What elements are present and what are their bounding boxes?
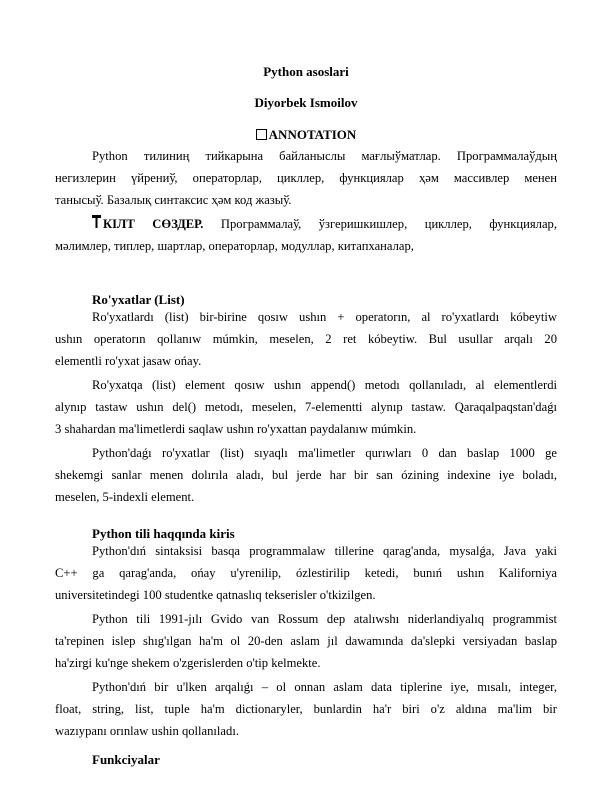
- annotation-line: негизлерин үйрениў, операторлар, цикллер, функциялар ҳәм массивлер менен: [55, 171, 557, 185]
- keywords-paragraph: [55, 213, 557, 257]
- annotation-line: танысыў. Базалық синтаксис ҳәм код жазыў.: [55, 193, 292, 207]
- python-paragraph-1: Python'dıń sintaksisi basqa programmalaw tillerine qarag'anda, mysalǵa, Java yaki C++ ga qarag'anda, ońay u'yrenilip, ózlestirilip ketedi, bunıń ushın Kaliforniya universitetindegi 100 studentke qatnaslıq tekserisler o'tkizilgen.: [55, 544, 557, 602]
- python-paragraph-2: Python tili 1991-jılı Gvido van Rossum dep atalıwshı niderlandiyalıq programmist ta'repinen islep shıg'ılgan ha'm ol 20-den aslam jıl dawamında da'slepki versiyadan baslap ha'zirgi ku'nge shekem o'zgerislerden o'tip kelmekte.: [55, 612, 557, 670]
- keywords-line: мәлимлер, типлер, шартлар, операторлар, модуллар, китапханалар,: [55, 239, 414, 253]
- keywords-text: Программалаў, ўзгеришкишлер, цикллер, функциялар,: [220, 217, 557, 231]
- keywords-label: КІЛТ СӨЗДЕР.: [103, 217, 204, 231]
- annotation-line: Python тилиниң тийкарына байланыслы мағлыўматлар. Программалаўдың: [92, 149, 557, 163]
- keywords-line: [55, 213, 557, 235]
- python-paragraph-3: Python'dıń bir u'lken arqalıǵı – ol onnan aslam data tiplerine iye, mısalı, integer, float, string, list, tuple ha'm dictionaryler, bunlardin ha'r biri o'z aldına ma'lim bir wazıypanı orınlaw ushin qollanıladı.: [55, 680, 557, 738]
- page-title: Python asoslari: [263, 64, 349, 79]
- annotation-heading: [0, 127, 612, 143]
- annotation-heading-text: ANNOTATION: [268, 127, 357, 142]
- lists-paragraph-1: Ro'yxatlardı (list) bir-birine qosıw ushın + operatorın, al ro'yxatlardı kóbeytiw ushın operatorın qollanıw múmkin, meselen, 2 ret kóbeytiw. Bul usullar arqalı 20 elementli ro'yxat jasaw ońay.: [55, 310, 557, 368]
- pin-icon: [92, 213, 101, 235]
- annotation-paragraph: [55, 145, 557, 211]
- lists-paragraph-3: Python'daǵı ro'yxatlar (list) sıyaqlı ma'limetler qurıwları 0 dan baslap 1000 ge shekemgi sanlar menen dolırıla aladı, bul jerde har bir san ózining indexine iye boladı, meselen, 5-indexli element.: [55, 446, 557, 504]
- section-heading-lists: Ro'yxatlar (List): [92, 292, 185, 307]
- placeholder-box-icon: [256, 129, 267, 140]
- section-heading-functions: Funkciyalar: [92, 752, 160, 767]
- section-heading-python: Python tili haqqında kiris: [92, 526, 235, 541]
- lists-paragraph-2: Ro'yxatqa (list) element qosıw ushın append() metodı qollanıladı, al elementlerdi alynıp tastaw ushın del() metodı, meselen, 7-elementti alynıp tastaw. Qaraqalpaqstan'daǵı 3 shahardan ma'limetlerdi saqlaw ushın ro'yxattan paydalanıw múmkin.: [55, 378, 557, 436]
- author-name: Diyorbek Ismoilov: [254, 95, 358, 110]
